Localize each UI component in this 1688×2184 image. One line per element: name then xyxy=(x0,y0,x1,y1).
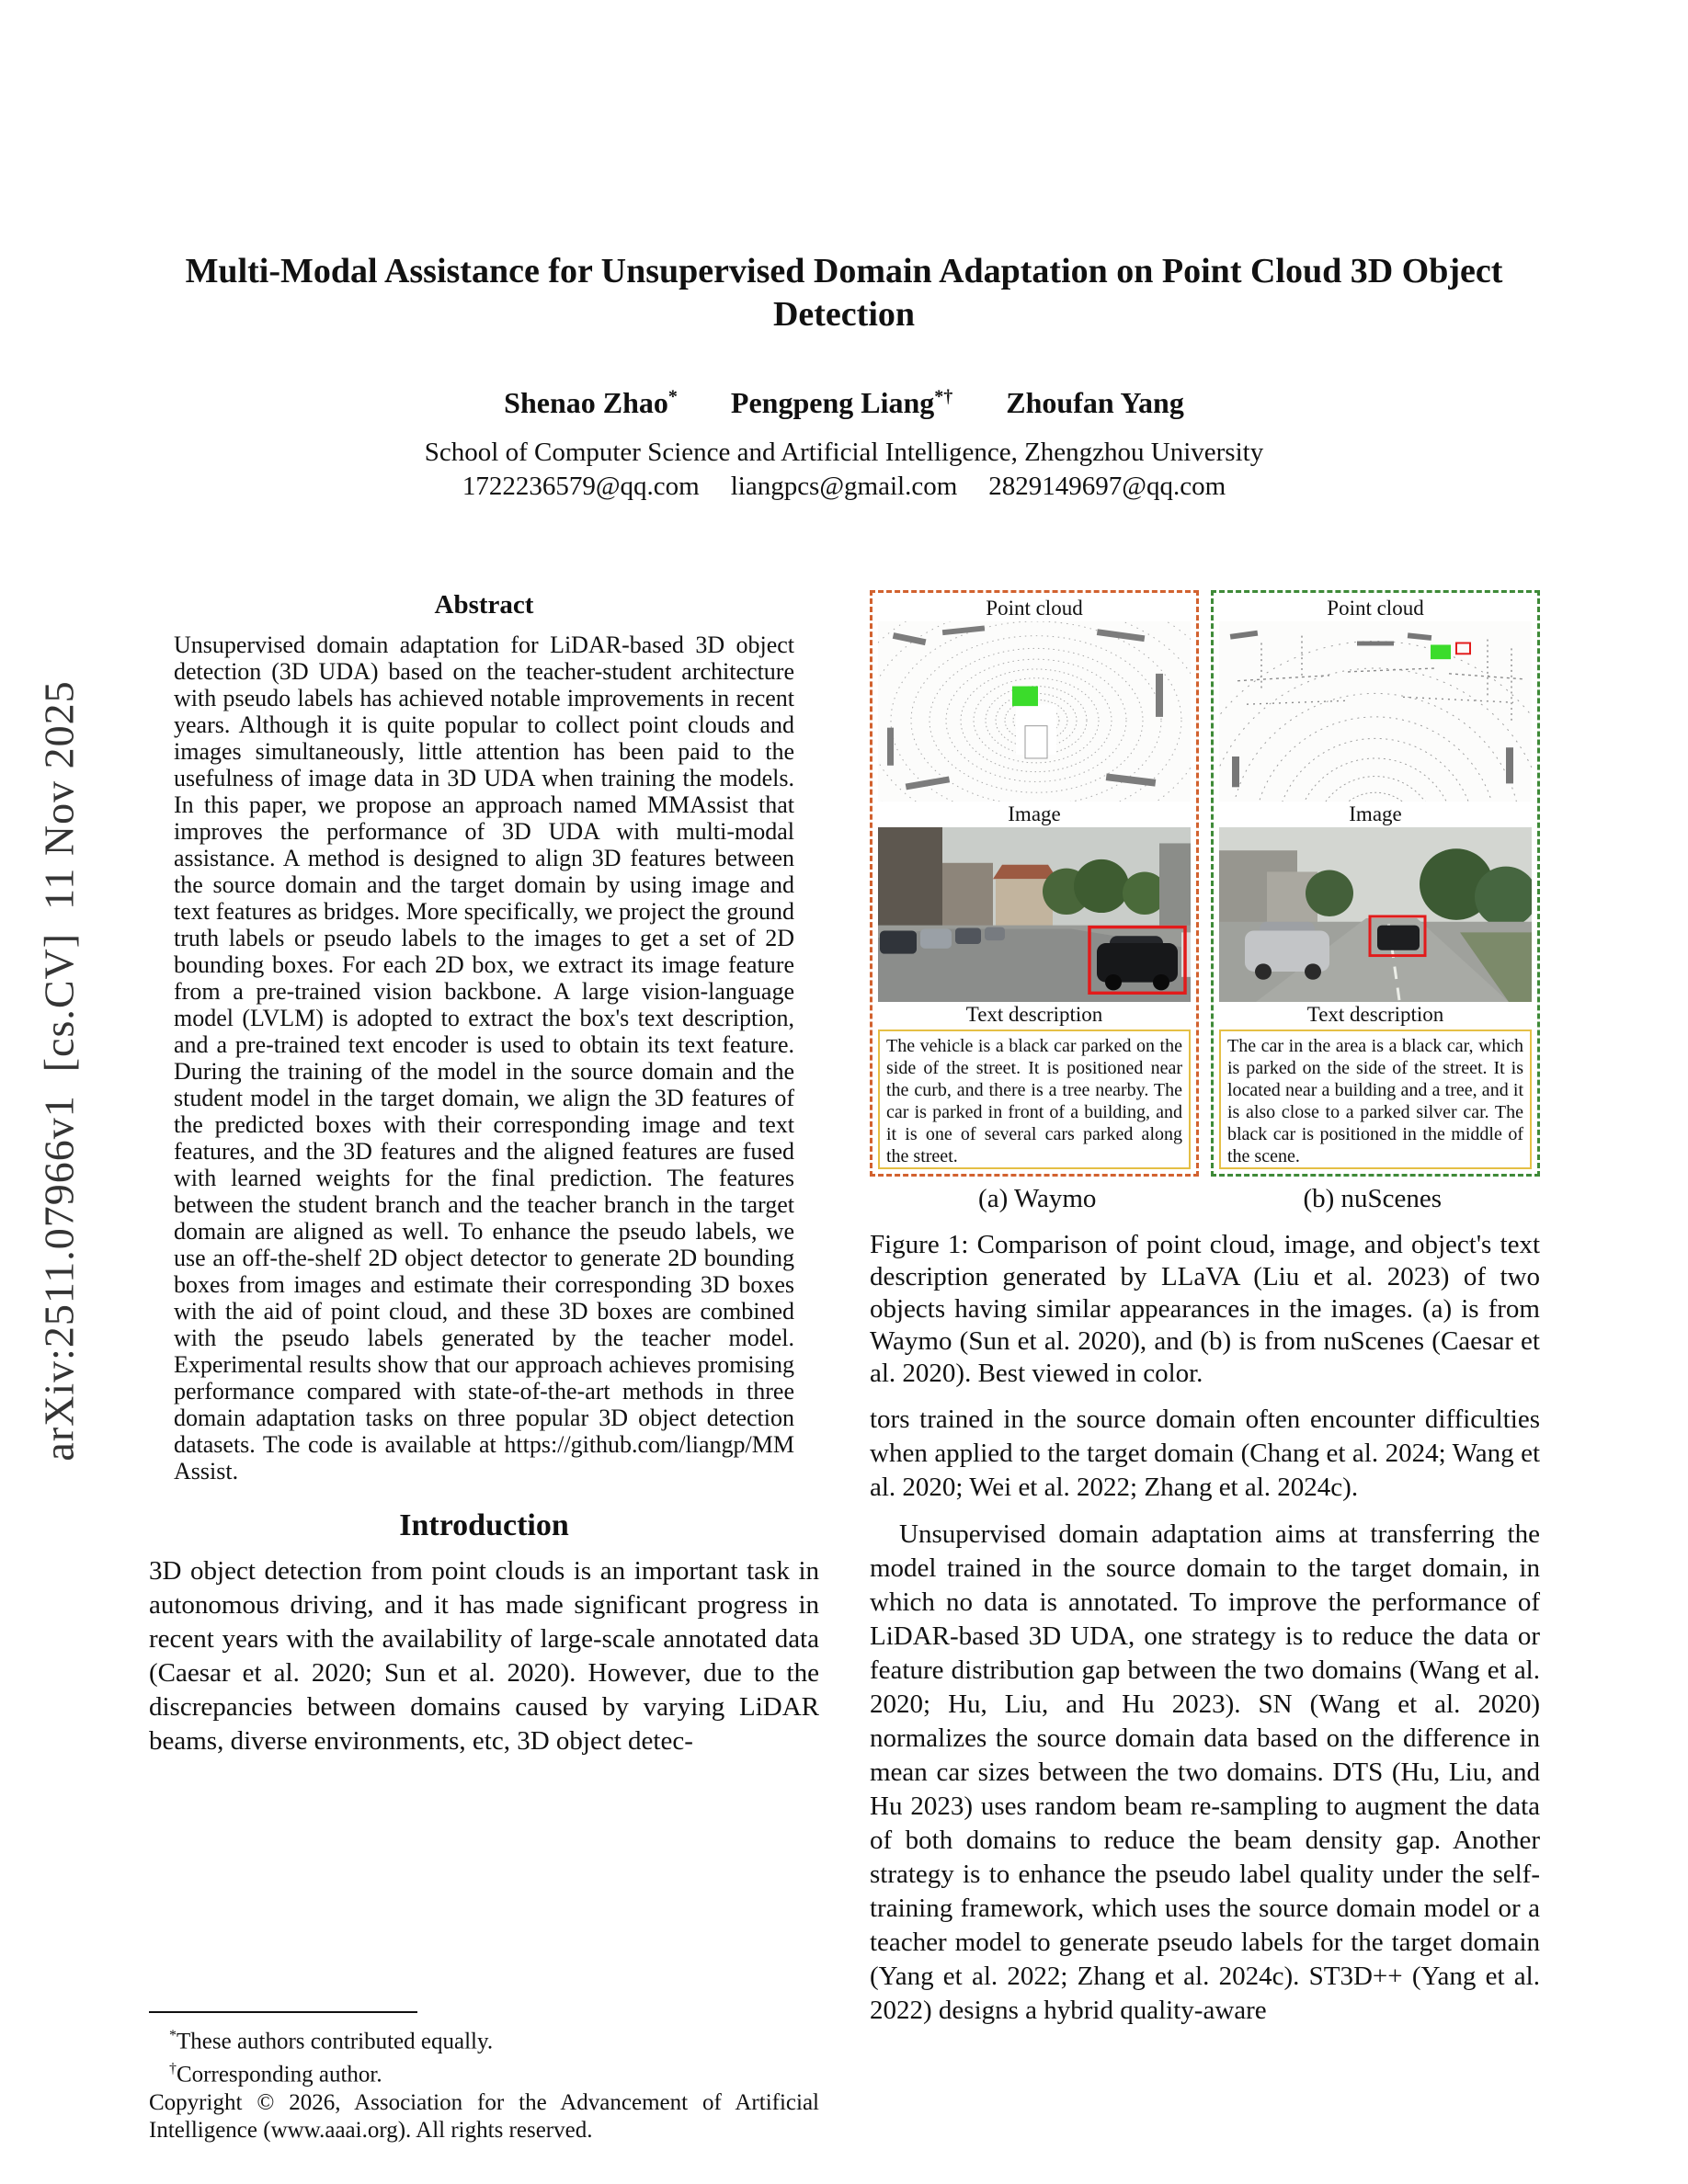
body-paragraph-uda: Unsupervised domain adaptation aims at transferring the model trained in the source domain to the target domain, in which no data is annotated. To improve the performance of LiDAR-based 3D UDA, one strategy is to reduce the data or feature distribution gap between the two domains (Wang et al. 2020; Hu, Liu, and Hu 2023). SN (Wang et al. 2020) normalizes the source domain data based on the difference in mean car sizes between the two domains. DTS (Hu, Liu, and Hu 2023) uses random beam re-sampling to augment the data of both domains to reduce the beam density gap. Another strategy is to enhance the pseudo label quality under the self-training framework, which uses the source domain model or a teacher model to generate pseudo labels for the target domain (Yang et al. 2022; Zhang et al. 2024c). ST3D++ (Yang et al. 2022) designs a hybrid quality-aware xyxy=(870,1519,1540,2025)
pointcloud-waymo-image xyxy=(878,621,1191,802)
author-1 xyxy=(504,386,678,420)
image-label: Image xyxy=(1349,802,1402,825)
street-photo-nuscenes xyxy=(1219,827,1532,1002)
paper-title: Multi-Modal Assistance for Unsupervised Domain Adaptation on Point Cloud 3D Object Detection xyxy=(185,252,1503,334)
email-list xyxy=(0,472,1688,502)
figure-caption: Figure 1: Comparison of point cloud, image, and object's text description generated by LLaVA (Liu et al. 2023) of two objects having similar appearances in the images. (a) is from Waymo (Sun et al. 2020), and (b) is from nuScenes (Caesar et al. 2020). Best viewed in color. xyxy=(870,1230,1540,1388)
code-link[interactable]: https://github.com/liangp/MMAssist. xyxy=(174,1431,794,1484)
email-1: 1722236579@qq.com xyxy=(462,472,700,501)
email-3: 2829149697@qq.com xyxy=(988,472,1226,501)
text-description-label: Text description xyxy=(965,1003,1103,1026)
footnote-mark: * xyxy=(169,2028,177,2043)
figure-panel-nuscenes xyxy=(1211,590,1540,1177)
footnote-rule xyxy=(149,2011,417,2013)
footnote-mark: † xyxy=(169,2061,177,2077)
arxiv-watermark: arXiv:2511.07966v1 [cs.CV] 11 Nov 2025 xyxy=(35,680,83,1462)
author-2 xyxy=(731,386,952,420)
gt-box-highlight xyxy=(1012,687,1038,707)
text-description-box-nuscenes: The car in the area is a black car, which is parked on the side of the street. It is located near a building and a tree, and it is also close to a parked silver car. The black car is positioned in the middle of the scene. xyxy=(1219,1029,1532,1169)
author-name: Shenao Zhao xyxy=(504,386,668,419)
author-list xyxy=(0,386,1688,420)
footnote-copyright: Copyright © 2026, Association for the Advancement of Artificial Intelligence (www.aaai.org). All rights reserved. xyxy=(149,2089,819,2143)
black-car xyxy=(1097,936,1178,990)
author-mark: * xyxy=(667,386,678,407)
figure-panel-waymo xyxy=(870,590,1199,1177)
subcaption-waymo: (a) Waymo xyxy=(978,1184,1097,1213)
author-name: Pengpeng Liang xyxy=(730,386,935,419)
footnote-text: These authors contributed equally. xyxy=(177,2029,494,2054)
footnote-text: Corresponding author. xyxy=(177,2062,382,2087)
introduction-paragraph: 3D object detection from point clouds is an important task in autonomous driving, and it has made significant progress in recent years with the availability of large-scale annotated data (Caesar et al. 2020; Sun et al. 2020). However, due to the discrepancies between domains caused by varying LiDAR beams, diverse environments, etc, 3D object detec- xyxy=(149,1556,819,1756)
gt-box-highlight xyxy=(1431,644,1451,659)
right-column xyxy=(870,590,1540,2028)
left-column xyxy=(149,590,819,2153)
author-3 xyxy=(1006,386,1184,420)
footnote-equal-contribution xyxy=(149,2022,819,2055)
footnote-corresponding-author xyxy=(149,2055,819,2088)
figure-panels xyxy=(870,590,1540,1177)
text-description-label: Text description xyxy=(1306,1003,1444,1026)
pointcloud-label: Point cloud xyxy=(986,597,1083,620)
text-description-box-waymo: The vehicle is a black car parked on the side of the street. It is positioned near the curb, and there is a tree nearby. The car is parked in front of a building, and it is one of several cars parked along the street. xyxy=(878,1029,1191,1169)
figure-subcaptions xyxy=(870,1184,1540,1214)
abstract-heading: Abstract xyxy=(434,590,534,620)
black-car xyxy=(1377,926,1420,950)
author-mark: *† xyxy=(934,386,953,407)
abstract-body-text: Unsupervised domain adaptation for LiDAR-based 3D object detection (3D UDA) based on the teacher-student architecture with pseudo labels has achieved notable improvements in recent years. Although it is quite popular to collect point clouds and images simultaneously, little attention has been paid to the usefulness of image data in 3D UDA when training the models. In this paper, we propose an approach named MMAssist that improves the performance of 3D UDA with multi-modal assistance. A method is designed to align 3D features between the source domain and the target domain by using image and text features as bridges. More specifically, we project the ground truth labels or pseudo labels to the images to get a set of 2D bounding boxes. For each 2D box, we extract its image feature from a pre-trained vision backbone. A large vision-language model (LVLM) is adopted to extract the box's text description, and a pre-trained text encoder is used to obtain its text feature. During the training of the model in the source domain and the student model in the target domain, we align the 3D features of the predicted boxes with their corresponding image and text features, and the 3D features and the aligned features are fused with learned weights for the final prediction. The features between the student branch and the teacher branch in the target domain are aligned as well. To enhance the pseudo labels, we use an off-the-shelf 2D object detector to generate 2D bounding boxes from images and estimate their corresponding 3D boxes with the aid of point cloud, and these 3D boxes are combined with the pseudo labels generated by the teacher model. Experimental results show that our approach achieves promising performance compared with state-of-the-art methods in three domain adaptation tasks on three popular 3D object detection datasets. The code is available at xyxy=(174,631,794,1458)
image-label: Image xyxy=(1008,802,1061,825)
figure-1 xyxy=(870,590,1540,1390)
body-paragraph-continuation: tors trained in the source domain often encounter difficulties when applied to the target domain (Chang et al. 2024; Wang et al. 2020; Wei et al. 2022; Zhang et al. 2024c). xyxy=(870,1405,1540,1502)
pointcloud-label: Point cloud xyxy=(1327,597,1424,620)
street-photo-waymo xyxy=(878,827,1191,1002)
subcaption-nuscenes: (b) nuScenes xyxy=(1303,1184,1443,1213)
abstract-text xyxy=(149,631,819,1484)
introduction-heading: Introduction xyxy=(399,1508,569,1542)
pointcloud-nuscenes-image xyxy=(1219,621,1532,802)
affiliation: School of Computer Science and Artificial Intelligence, Zhengzhou University xyxy=(424,438,1264,467)
email-2: liangpcs@gmail.com xyxy=(730,472,958,501)
footnotes xyxy=(149,2011,819,2144)
author-name: Zhoufan Yang xyxy=(1006,386,1184,419)
